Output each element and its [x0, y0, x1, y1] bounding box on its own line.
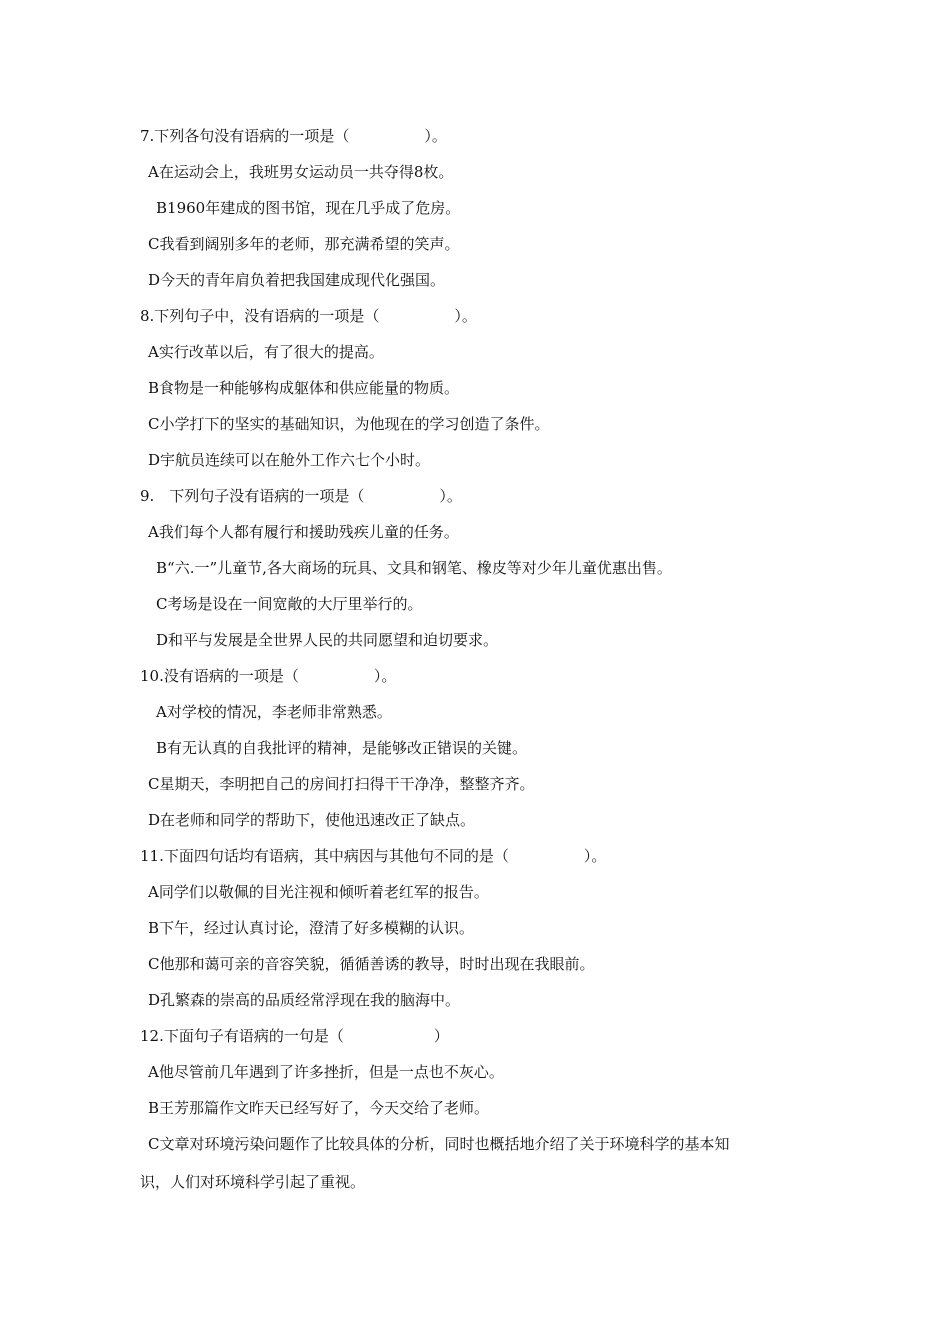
question-7-option-b: B1960年建成的图书馆，现在几乎成了危房。 [156, 199, 461, 217]
question-11-option-d: D孔繁森的崇高的品质经常浮现在我的脑海中。 [148, 991, 461, 1009]
question-10-option-b: B有无认真的自我批评的精神，是能够改正错误的关键。 [156, 739, 528, 757]
question-11-option-c: C他那和蔼可亲的音容笑貌，循循善诱的教导，时时出现在我眼前。 [148, 955, 595, 973]
question-12-option-c-continued: 识，人们对环境科学引起了重视。 [140, 1173, 366, 1191]
question-9-option-b: B“六.一”儿童节,各大商场的玩具、文具和钢笔、橡皮等对少年儿童优惠出售。 [156, 559, 672, 577]
question-10-option-d: D在老师和同学的帮助下，使他迅速改正了缺点。 [148, 811, 476, 829]
question-9-stem: 9. 下列句子没有语病的一项是（ ）。 [140, 487, 462, 505]
question-8-option-c: C小学打下的坚实的基础知识，为他现在的学习创造了条件。 [148, 415, 550, 433]
question-9-option-a: A我们每个人都有履行和援助残疾儿童的任务。 [148, 523, 459, 541]
question-11-option-b: B下午，经过认真讨论，澄清了好多模糊的认识。 [148, 919, 475, 937]
question-8-stem: 8.下列句子中，没有语病的一项是（ ）。 [140, 307, 477, 325]
question-9-option-c: C考场是设在一间宽敞的大厅里举行的。 [156, 595, 423, 613]
question-10-option-c: C星期天，李明把自己的房间打扫得干干净净，整整齐齐。 [148, 775, 535, 793]
question-12-stem: 12.下面句子有语病的一句是（ ） [140, 1027, 449, 1045]
question-12-option-a: A他尽管前几年遇到了许多挫折，但是一点也不灰心。 [148, 1063, 504, 1081]
question-8-option-d: D宇航员连续可以在舱外工作六七个小时。 [148, 451, 431, 469]
question-9-option-d: D和平与发展是全世界人民的共同愿望和迫切要求。 [156, 631, 499, 649]
question-8-option-a: A实行改革以后，有了很大的提高。 [148, 343, 384, 361]
question-10-option-a: A对学校的情况，李老师非常熟悉。 [156, 703, 392, 721]
question-7-option-a: A在运动会上，我班男女运动员一共夺得8枚。 [148, 163, 454, 181]
question-7-option-d: D今天的青年肩负着把我国建成现代化强国。 [148, 271, 446, 289]
question-12-option-b: B王芳那篇作文昨天已经写好了，今天交给了老师。 [148, 1099, 490, 1117]
question-10-stem: 10.没有语病的一项是（ ）。 [140, 667, 397, 685]
question-8-option-b: B食物是一种能够构成躯体和供应能量的物质。 [148, 379, 460, 397]
question-12-option-c: C文章对环境污染问题作了比较具体的分析，同时也概括地介绍了关于环境科学的基本知 [148, 1135, 730, 1153]
question-7-option-c: C我看到阔别多年的老师，那充满希望的笑声。 [148, 235, 460, 253]
question-7-stem: 7.下列各句没有语病的一项是（ ）。 [140, 127, 447, 145]
question-11-option-a: A同学们以敬佩的目光注视和倾听着老红军的报告。 [148, 883, 489, 901]
question-11-stem: 11.下面四句话均有语病，其中病因与其他句不同的是（ ）。 [140, 847, 607, 865]
